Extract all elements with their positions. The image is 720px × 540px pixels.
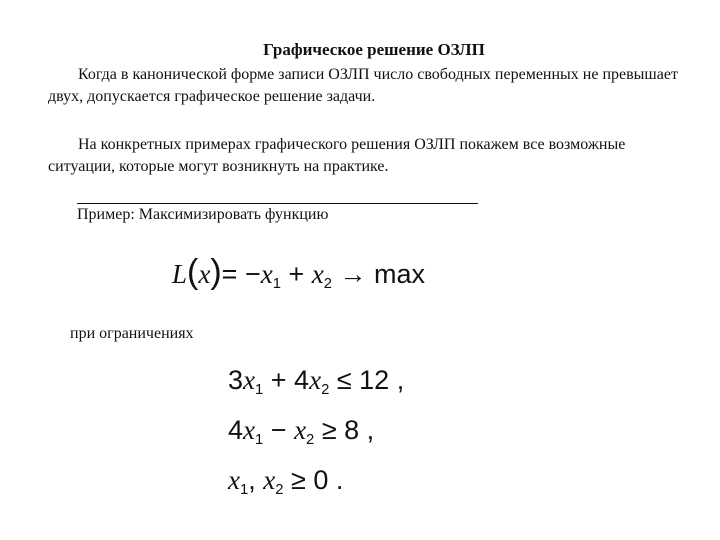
constraint-1-coef: 3 bbox=[228, 365, 244, 395]
constraint-3-rel: ≥ 0 bbox=[283, 465, 329, 495]
constraint-2-rel: ≥ 8 bbox=[314, 415, 360, 445]
constraint-3-end: . bbox=[328, 465, 344, 495]
constraint-2-end: , bbox=[359, 415, 375, 445]
constraints-label: при ограничениях bbox=[70, 325, 194, 342]
constraint-1-var-1: x bbox=[243, 365, 256, 395]
constraint-3-var-1: x bbox=[228, 465, 240, 495]
objective-var-1: x bbox=[260, 259, 273, 289]
slide-title: Графическое решение ОЗЛП bbox=[263, 40, 485, 59]
constraint-3-sub-2: 2 bbox=[275, 482, 284, 499]
constraint-3 bbox=[228, 465, 343, 498]
objective-function: $L(x)= -x_1 + x_2 \to \max$ bbox=[172, 253, 426, 293]
constraint-1-sub-1: 1 bbox=[255, 382, 264, 399]
constraint-1-var-2: x bbox=[309, 365, 322, 395]
constraint-2-op: − bbox=[263, 415, 295, 445]
constraint-2-var-1: x bbox=[243, 415, 256, 445]
objective-eq: = − bbox=[221, 259, 261, 289]
constraint-2-sub-1: 1 bbox=[255, 432, 264, 449]
constraint-1-op: + 4 bbox=[263, 365, 310, 395]
objective-sub-2: 2 bbox=[323, 276, 332, 293]
constraint-1 bbox=[228, 365, 404, 398]
objective-plus: + bbox=[280, 259, 312, 289]
constraint-1-sub-2: 2 bbox=[321, 382, 330, 399]
constraint-3-sub-1: 1 bbox=[239, 482, 249, 499]
objective-fn-name: L bbox=[172, 259, 188, 289]
objective-var-2: x bbox=[311, 259, 324, 289]
paragraph-examples: На конкретных примерах графического решения ОЗЛП покажем все возможные ситуации, которые могут возникнуть на практике. bbox=[48, 136, 626, 175]
example-label: Пример: Максимизировать функцию bbox=[77, 206, 329, 223]
constraint-1-rel: ≤ 12 bbox=[329, 365, 390, 395]
objective-sub-1: 1 bbox=[272, 276, 281, 293]
divider-line bbox=[77, 203, 478, 204]
constraint-2-coef: 4 bbox=[228, 415, 244, 445]
constraint-1-end: , bbox=[389, 365, 405, 395]
constraint-3-var-2: x bbox=[263, 465, 276, 495]
objective-fn-arg: x bbox=[198, 259, 211, 289]
constraint-2-sub-2: 2 bbox=[306, 432, 315, 449]
objective-arrow: → bbox=[332, 259, 375, 289]
paragraph-intro: Когда в канонической форме записи ОЗЛП число свободных переменных не превышает двух, допускается графическое решение задачи. bbox=[48, 66, 678, 105]
constraint-2 bbox=[228, 415, 374, 448]
objective-goal: max bbox=[374, 259, 426, 289]
constraint-3-sep: , bbox=[248, 465, 264, 495]
constraint-2-var-2: x bbox=[294, 415, 307, 445]
